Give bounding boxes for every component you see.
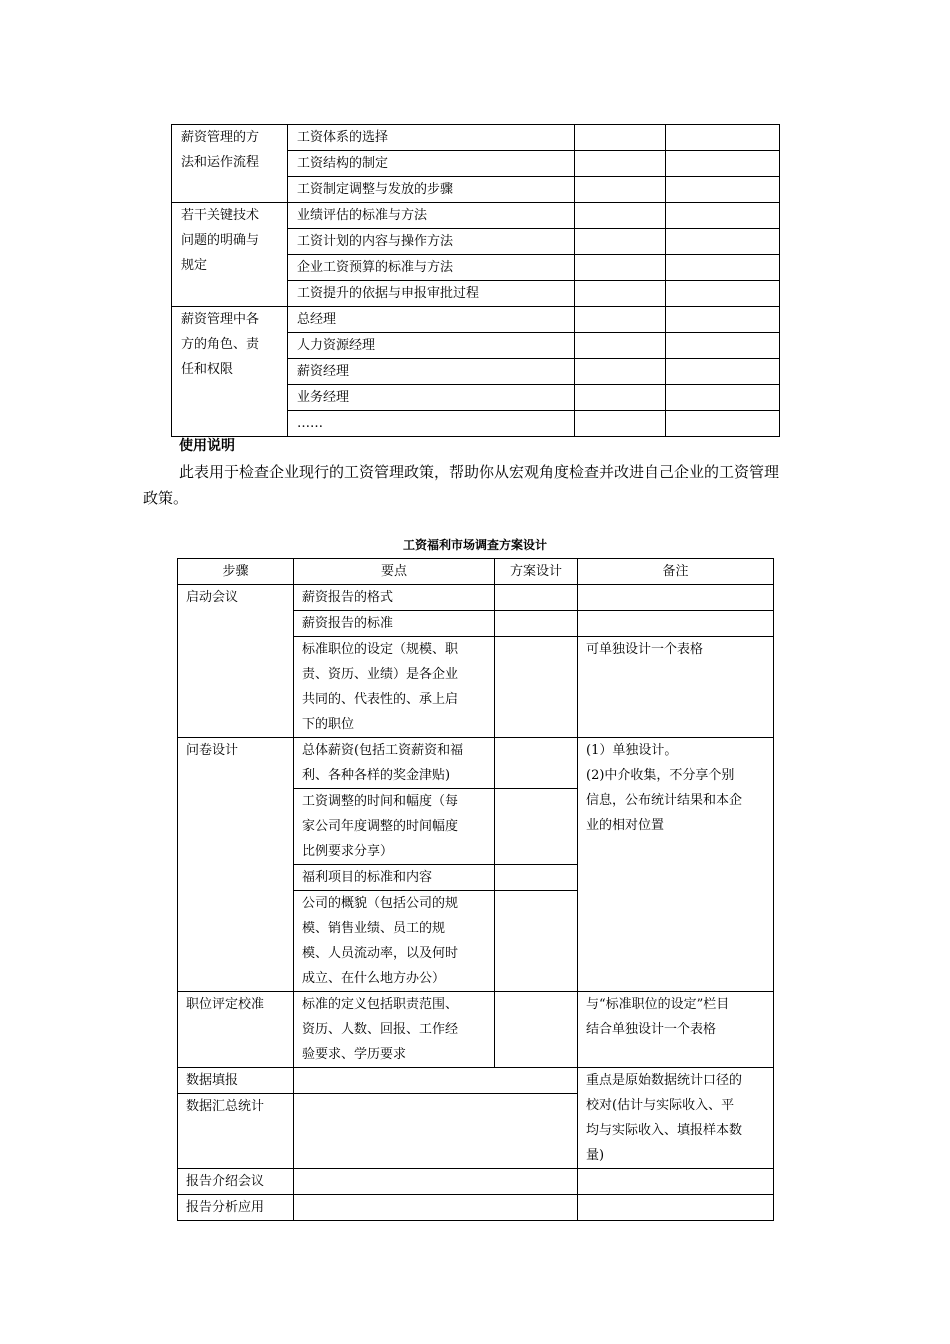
step-report-analysis: 报告分析应用: [178, 1195, 294, 1221]
empty-cell[interactable]: [666, 385, 780, 411]
point-cell: 总体薪资(包括工资薪资和福 利、各种各样的奖金津贴): [294, 738, 495, 789]
note-cell: (1）单独设计。 (2)中介收集，不分享个别 信息，公布统计结果和本企 业的相对位置: [578, 738, 774, 992]
plan-cell[interactable]: [495, 891, 578, 992]
empty-cell[interactable]: [666, 411, 780, 437]
header-notes: 备注: [578, 559, 774, 585]
empty-cell[interactable]: [575, 177, 666, 203]
list-item: ……: [288, 411, 575, 437]
list-item: 人力资源经理: [288, 333, 575, 359]
empty-cell[interactable]: [575, 125, 666, 151]
step-report-meeting: 报告介绍会议: [178, 1169, 294, 1195]
usage-text: 此表用于检查企业现行的工资管理政策，帮助你从宏观角度检查并改进自己企业的工资管理政策。: [143, 463, 780, 507]
empty-cell[interactable]: [666, 229, 780, 255]
usage-title: 使用说明: [179, 438, 235, 454]
empty-cell[interactable]: [666, 307, 780, 333]
group-title: 薪资管理中各 方的角色、责 任和权限: [172, 307, 288, 437]
empty-cell[interactable]: [575, 333, 666, 359]
point-cell: 工资调整的时间和幅度（每 家公司年度调整的时间幅度 比例要求分享）: [294, 789, 495, 865]
list-item: 工资结构的制定: [288, 151, 575, 177]
group-title: 薪资管理的方 法和运作流程: [172, 125, 288, 203]
empty-cell[interactable]: [666, 151, 780, 177]
empty-cell[interactable]: [666, 203, 780, 229]
note-cell: 可单独设计一个表格: [578, 637, 774, 738]
list-item: 工资提升的依据与申报审批过程: [288, 281, 575, 307]
policy-checklist-table: [171, 124, 780, 437]
note-cell[interactable]: [578, 1195, 774, 1221]
point-cell: 公司的概貌（包括公司的规 模、销售业绩、员工的规 模、人员流动率，以及何时 成立、在什么地方办公）: [294, 891, 495, 992]
empty-cell[interactable]: [575, 307, 666, 333]
list-item: 业绩评估的标准与方法: [288, 203, 575, 229]
plan-cell[interactable]: [495, 789, 578, 865]
step-data-fill: 数据填报: [178, 1068, 294, 1094]
empty-cell[interactable]: [575, 359, 666, 385]
step-data-summary: 数据汇总统计: [178, 1094, 294, 1169]
note-cell: 与“标准职位的设定”栏目 结合单独设计一个表格: [578, 992, 774, 1068]
list-item: 薪资经理: [288, 359, 575, 385]
note-cell[interactable]: [578, 1169, 774, 1195]
plan-cell[interactable]: [495, 637, 578, 738]
list-item: 工资计划的内容与操作方法: [288, 229, 575, 255]
plan-cell[interactable]: [495, 611, 578, 637]
group-title: 若干关键技术 问题的明确与 规定: [172, 203, 288, 307]
empty-cell[interactable]: [575, 229, 666, 255]
survey-table-title: 工资福利市场调查方案设计: [402, 538, 547, 552]
empty-cell[interactable]: [666, 255, 780, 281]
empty-cell[interactable]: [666, 333, 780, 359]
empty-cell[interactable]: [666, 177, 780, 203]
merged-cell[interactable]: [294, 1068, 578, 1094]
empty-cell[interactable]: [575, 203, 666, 229]
list-item: 企业工资预算的标准与方法: [288, 255, 575, 281]
empty-cell[interactable]: [575, 281, 666, 307]
plan-cell[interactable]: [495, 585, 578, 611]
list-item: 总经理: [288, 307, 575, 333]
note-cell[interactable]: [578, 585, 774, 611]
merged-cell[interactable]: [294, 1195, 578, 1221]
plan-cell[interactable]: [495, 992, 578, 1068]
list-item: 业务经理: [288, 385, 575, 411]
empty-cell[interactable]: [575, 255, 666, 281]
point-cell: 标准职位的设定（规模、职 责、资历、业绩）是各企业 共同的、代表性的、承上启 下的职位: [294, 637, 495, 738]
point-cell: 薪资报告的标准: [294, 611, 495, 637]
empty-cell[interactable]: [575, 411, 666, 437]
empty-cell[interactable]: [666, 125, 780, 151]
header-plan: 方案设计: [495, 559, 578, 585]
empty-cell[interactable]: [575, 385, 666, 411]
merged-cell[interactable]: [294, 1094, 578, 1169]
header-step: 步骤: [178, 559, 294, 585]
point-cell: 标准的定义包括职责范围、 资历、人数、回报、工作经 验要求、学历要求: [294, 992, 495, 1068]
list-item: 工资体系的选择: [288, 125, 575, 151]
empty-cell[interactable]: [666, 281, 780, 307]
plan-cell[interactable]: [495, 738, 578, 789]
step-startup-meeting: 启动会议: [178, 585, 294, 738]
point-cell: 福利项目的标准和内容: [294, 865, 495, 891]
empty-cell[interactable]: [666, 359, 780, 385]
survey-design-table: [177, 558, 774, 1221]
step-position-calibration: 职位评定校准: [178, 992, 294, 1068]
empty-cell[interactable]: [575, 151, 666, 177]
list-item: 工资制定调整与发放的步骤: [288, 177, 575, 203]
point-cell: 薪资报告的格式: [294, 585, 495, 611]
header-points: 要点: [294, 559, 495, 585]
note-cell: 重点是原始数据统计口径的 校对(估计与实际收入、平 均与实际收入、填报样本数 量): [578, 1068, 774, 1169]
note-cell[interactable]: [578, 611, 774, 637]
merged-cell[interactable]: [294, 1169, 578, 1195]
plan-cell[interactable]: [495, 865, 578, 891]
step-questionnaire-design: 问卷设计: [178, 738, 294, 992]
